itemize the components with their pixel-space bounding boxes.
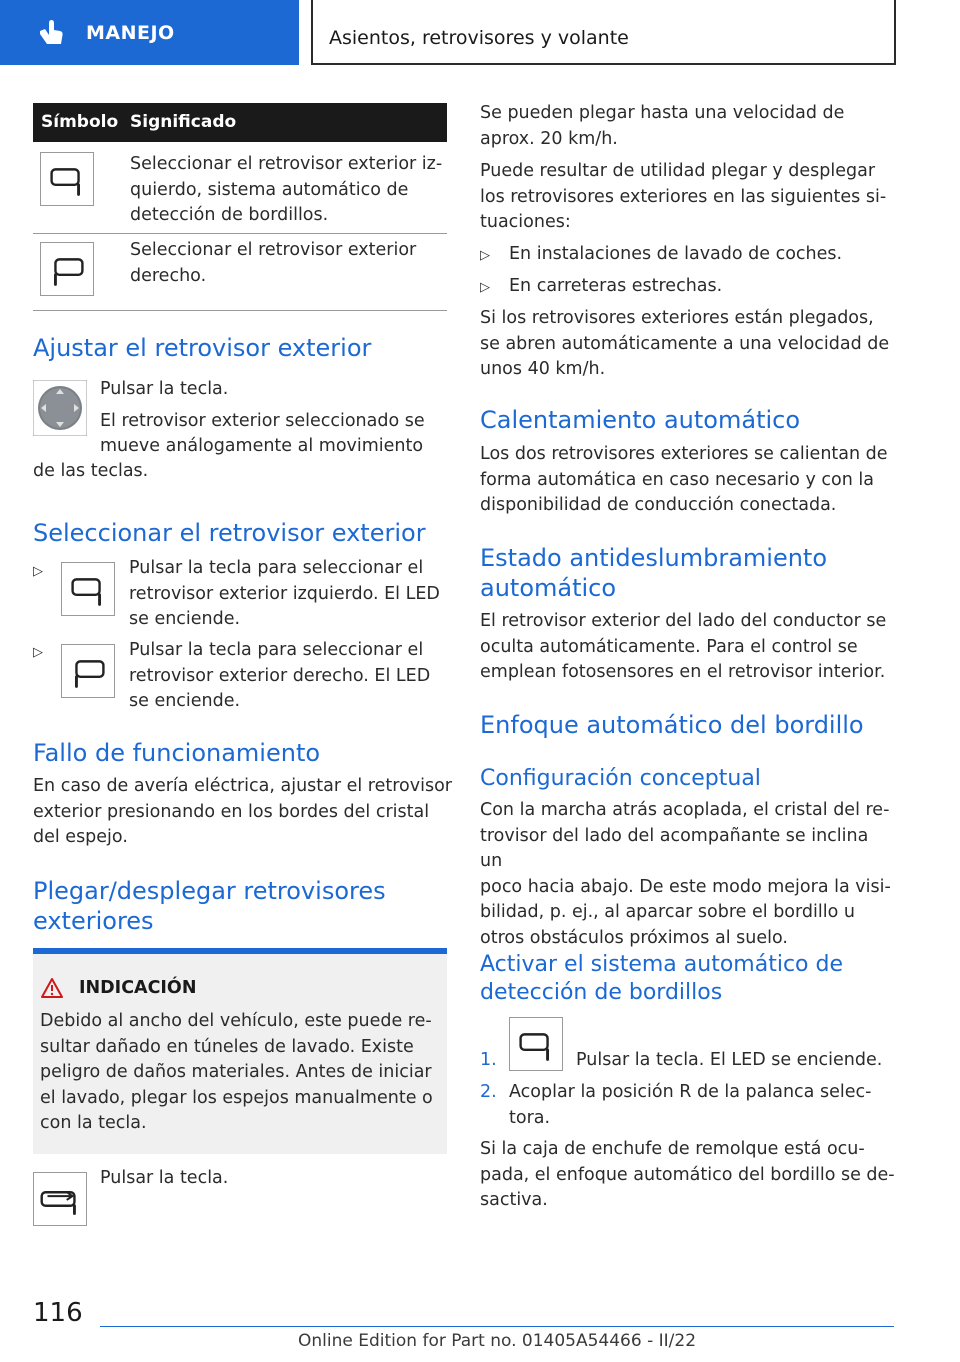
right-mirror-key-icon bbox=[40, 242, 94, 296]
text-line: oculta automáticamente. Para el control se bbox=[480, 636, 858, 657]
notice-title: INDICACIÓN bbox=[79, 978, 197, 998]
text-line: Acoplar la posición R de la palanca selec- bbox=[509, 1082, 872, 1102]
footer-edition: Online Edition for Part no. 01405A54466 - II/22 bbox=[298, 1331, 697, 1351]
bullet-marker: ▷ bbox=[33, 645, 43, 660]
text-line: Los dos retrovisores exteriores se calientan de bbox=[480, 444, 888, 464]
subheading-concept: Configuración conceptual bbox=[480, 766, 761, 791]
text-line: bilidad, p. ej., al aparcar sobre el bordillo u bbox=[480, 902, 855, 922]
list-item bbox=[129, 556, 449, 633]
header-title-box bbox=[311, 0, 896, 65]
left-mirror-key-icon bbox=[61, 562, 115, 616]
table-cell-line: Seleccionar el retrovisor exterior bbox=[130, 240, 417, 260]
table-cell-line: detección de bordillos. bbox=[130, 205, 329, 225]
text-line: En caso de avería eléctrica, ajustar el retrovisor bbox=[33, 776, 453, 796]
column-meaning: Significado bbox=[130, 112, 237, 132]
text-line: peligro de daños materiales. Antes de iniciar bbox=[40, 1062, 432, 1082]
text-line: los retrovisores exteriores en las siguientes si- bbox=[480, 186, 887, 207]
antiglare-text bbox=[480, 609, 896, 686]
heading-line: exteriores bbox=[33, 907, 154, 935]
text-line: retrovisor exterior derecho. El LED bbox=[129, 665, 431, 686]
heading-fault: Fallo de funcionamiento bbox=[33, 739, 321, 767]
text-line: Se pueden plegar hasta una velocidad de bbox=[480, 103, 845, 123]
footer-divider bbox=[100, 1326, 894, 1327]
fold-key-text: Pulsar la tecla. bbox=[100, 1168, 229, 1188]
text-line: se enciende. bbox=[129, 691, 241, 711]
fold-intro bbox=[480, 101, 896, 236]
text-line: Puede resultar de utilidad plegar y desplegar bbox=[480, 161, 876, 181]
text-line: se abren automáticamente a una velocidad de bbox=[480, 333, 890, 354]
heading-line: automático bbox=[480, 574, 617, 602]
subheading-activate bbox=[480, 951, 896, 1007]
heading-line: Plegar/desplegar retrovisores bbox=[33, 877, 386, 905]
table-row bbox=[130, 152, 450, 229]
text-line: Debido al ancho del vehículo, este puede re- bbox=[40, 1011, 432, 1031]
heating-text bbox=[480, 442, 896, 519]
text-line: tora. bbox=[509, 1107, 551, 1128]
table-cell-line: quierdo, sistema automático de bbox=[130, 179, 409, 200]
heading-antiglare bbox=[480, 543, 896, 603]
curb-text bbox=[480, 798, 896, 951]
text-line: del espejo. bbox=[33, 827, 128, 847]
text-line: trovisor del lado del acompañante se inclina un bbox=[480, 825, 869, 871]
right-mirror-key-icon bbox=[61, 644, 115, 698]
page-number: 116 bbox=[33, 1298, 83, 1328]
text-line: disponibilidad de conducción conectada. bbox=[480, 495, 837, 515]
text-line: retrovisor exterior izquierdo. El LED bbox=[129, 583, 440, 604]
heading-line: Estado antideslumbramiento bbox=[480, 544, 828, 572]
heading-adjust: Ajustar el retrovisor exterior bbox=[33, 334, 372, 362]
text-line: forma automática en caso necesario y con la bbox=[480, 469, 874, 490]
bullet-marker: ▷ bbox=[480, 248, 490, 263]
text-line: Pulsar la tecla para seleccionar el bbox=[129, 558, 424, 578]
text-line: unos 40 km/h. bbox=[480, 359, 606, 379]
text-line: emplean fotosensores en el retrovisor interior. bbox=[480, 662, 886, 682]
list-item: En carreteras estrechas. bbox=[509, 276, 723, 296]
left-mirror-key-icon bbox=[509, 1017, 563, 1071]
mirror-joystick-icon bbox=[33, 380, 87, 436]
text-line: exterior presionando en los bordes del cristal bbox=[33, 801, 430, 822]
text-line: de las teclas. bbox=[33, 461, 149, 481]
symbol-table-header bbox=[33, 103, 447, 142]
table-divider bbox=[33, 233, 447, 234]
step-text: Pulsar la tecla. El LED se enciende. bbox=[576, 1050, 883, 1070]
text-line: Si la caja de enchufe de remolque está ocu- bbox=[480, 1139, 865, 1159]
table-row bbox=[130, 238, 450, 289]
fault-text bbox=[33, 774, 453, 851]
heading-select: Seleccionar el retrovisor exterior bbox=[33, 519, 426, 547]
step-text bbox=[509, 1080, 899, 1131]
heading-heating: Calentamiento automático bbox=[480, 406, 801, 434]
text-line: se enciende. bbox=[129, 609, 241, 629]
text-line: sultar dañado en túneles de lavado. Existe bbox=[40, 1036, 414, 1057]
text-line: con la tecla. bbox=[40, 1113, 147, 1133]
hand-pointer-icon bbox=[36, 18, 66, 48]
left-mirror-key-icon bbox=[40, 152, 94, 206]
bullet-marker: ▷ bbox=[33, 564, 43, 579]
column-symbol: Símbolo bbox=[41, 112, 119, 132]
text-line: Pulsar la tecla para seleccionar el bbox=[129, 640, 424, 660]
heading-curb: Enfoque automático del bordillo bbox=[480, 711, 864, 739]
table-divider bbox=[33, 310, 447, 311]
heading-line: detección de bordillos bbox=[480, 980, 723, 1005]
text-line: otros obstáculos próximos al suelo. bbox=[480, 927, 788, 948]
heading-line: Activar el sistema automático de bbox=[480, 952, 843, 977]
notice-text bbox=[40, 1009, 444, 1137]
chapter-title: Asientos, retrovisores y volante bbox=[329, 27, 629, 49]
text-line: Con la marcha atrás acoplada, el cristal del re- bbox=[480, 800, 890, 820]
text-line: El retrovisor exterior seleccionado se bbox=[100, 410, 425, 431]
step-number: 1. bbox=[480, 1050, 497, 1070]
text-line: El retrovisor exterior del lado del conductor se bbox=[480, 611, 887, 631]
text-line: Si los retrovisores exteriores están plegados, bbox=[480, 308, 874, 328]
warning-triangle-icon bbox=[40, 977, 64, 999]
text-line: Pulsar la tecla. bbox=[100, 379, 229, 399]
list-item: En instalaciones de lavado de coches. bbox=[509, 244, 843, 264]
table-cell-line: Seleccionar el retrovisor exterior iz- bbox=[130, 154, 443, 174]
text-line: aprox. 20 km/h. bbox=[480, 128, 618, 149]
header-section-tab bbox=[0, 0, 299, 65]
section-label: MANEJO bbox=[86, 21, 175, 44]
text-line: poco hacia abajo. De este modo mejora la visi- bbox=[480, 876, 891, 897]
step-number: 2. bbox=[480, 1082, 497, 1102]
table-cell-line: derecho. bbox=[130, 265, 207, 286]
heading-fold bbox=[33, 876, 447, 936]
list-item bbox=[129, 638, 449, 715]
bullet-marker: ▷ bbox=[480, 280, 490, 295]
text-line: mueve análogamente al movimiento bbox=[100, 436, 424, 456]
text-line: sactiva. bbox=[480, 1190, 548, 1210]
fold-after bbox=[480, 306, 896, 383]
text-line: el lavado, plegar los espejos manualmente o bbox=[40, 1087, 433, 1108]
fold-mirror-key-icon bbox=[33, 1172, 87, 1226]
text-line: tuaciones: bbox=[480, 212, 571, 232]
text-line: pada, el enfoque automático del bordillo se de- bbox=[480, 1164, 895, 1185]
activate-after bbox=[480, 1137, 896, 1214]
adjust-text bbox=[100, 377, 450, 460]
